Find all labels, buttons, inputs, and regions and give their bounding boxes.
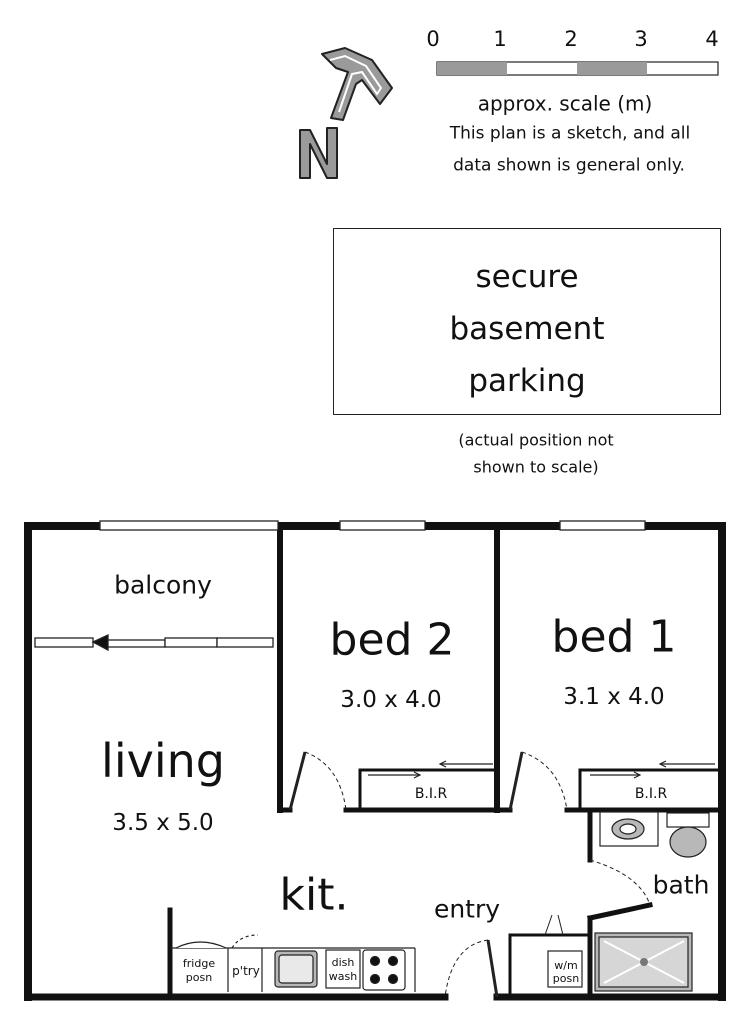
toilet-icon: [667, 813, 709, 827]
scale-tick-2: 2: [564, 27, 578, 51]
room-bed-2: bed 2: [329, 614, 455, 666]
north-arrow-icon: [300, 48, 392, 178]
parking-line-3: parking: [468, 363, 586, 399]
scale-tick-0: 0: [426, 27, 440, 51]
room-entry: entry: [433, 894, 501, 924]
scale-segment-3: [577, 62, 647, 75]
parking-line-1: secure: [475, 259, 579, 295]
parking-note-1: (actual position not: [458, 430, 614, 450]
windows: [100, 521, 645, 530]
dishwasher-label-1: dish: [331, 956, 355, 969]
living-dimensions: 3.5 x 5.0: [112, 810, 214, 836]
room-kitchen: kit.: [279, 869, 349, 921]
scale-tick-1: 1: [493, 27, 507, 51]
room-bed-1: bed 1: [551, 611, 677, 663]
parking-line-2: basement: [449, 311, 605, 347]
north-letter-icon: [300, 128, 337, 178]
bed-1-robe-label: B.I.R: [634, 786, 668, 802]
disclaimer-line-2: data shown is general only.: [453, 155, 685, 176]
scale-tick-4: 4: [705, 27, 719, 51]
scale-segment-1: [437, 62, 507, 75]
fridge-label-2: posn: [185, 971, 213, 984]
pantry-label: p'try: [232, 964, 260, 978]
scale-title: approx. scale (m): [477, 91, 653, 116]
dishwasher-label-2: wash: [328, 970, 358, 983]
parking-box: [333, 228, 721, 415]
disclaimer-line-1: This plan is a sketch, and all: [449, 123, 691, 144]
fridge-label-1: fridge: [182, 957, 216, 970]
bed-1-dimensions: 3.1 x 4.0: [563, 684, 665, 710]
washing-machine-label-1: w/m: [554, 959, 578, 972]
bed-2-robe-label: B.I.R: [414, 786, 448, 802]
room-balcony: balcony: [114, 570, 212, 600]
washing-machine-label-2: posn: [552, 972, 580, 985]
parking-note-2: shown to scale): [473, 457, 599, 477]
cooktop-icon: [363, 950, 405, 990]
bed-2-dimensions: 3.0 x 4.0: [340, 687, 442, 713]
scale-bar: [437, 62, 718, 75]
room-bath: bath: [652, 870, 710, 900]
scale-tick-3: 3: [634, 27, 648, 51]
sliding-door: [35, 635, 273, 650]
room-living: living: [101, 734, 225, 788]
